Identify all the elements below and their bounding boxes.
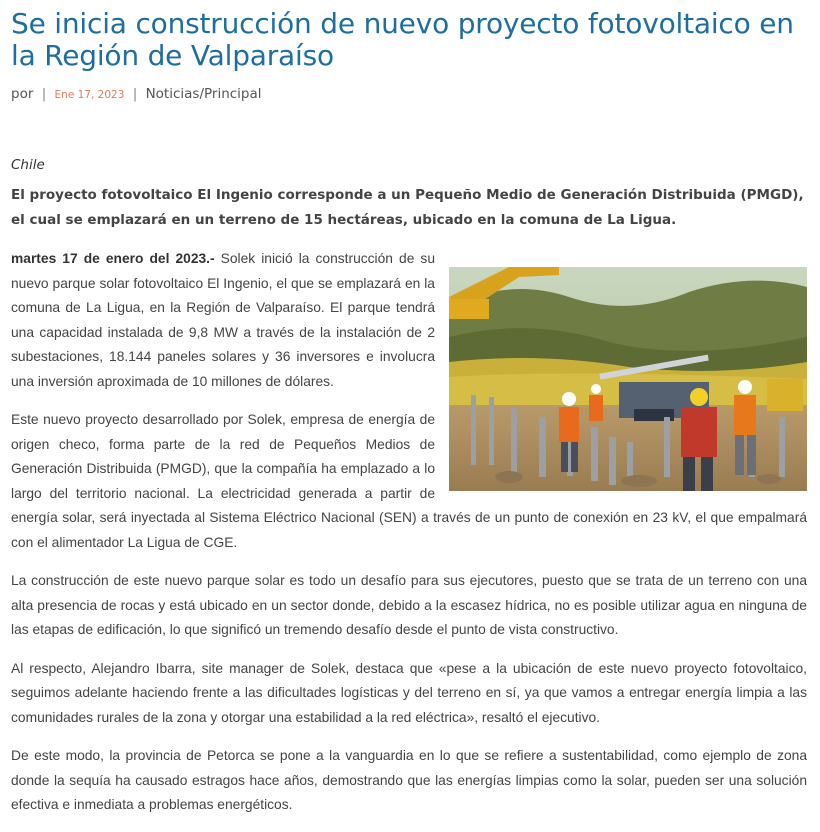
paragraph: La construcción de este nuevo parque solar es todo un desafío para sus ejecutores, puesto que se trata de un terreno con una alta presencia de rocas y está ubicado en un sector donde, debido a la escasez hídrica, no es posible utilizar agua en ninguna de las etapas de edificación, lo que significó un tremendo desafío desde el punto de vista constructivo.	[11, 573, 807, 637]
paragraph: De este modo, la provincia de Petorca se pone a la vanguardia en lo que se refiere a sustentabilidad, como ejemplo de zona donde la sequía ha causado estragos hace años, demostrando que las energías limpias como la solar, pueden ser una solución efectiva e inmediata a problemas energéticos.	[11, 748, 807, 812]
meta-separator: |	[41, 86, 47, 102]
article-title: Se inicia construcción de nuevo proyecto fotovoltaico en la Región de Valparaíso	[11, 7, 794, 72]
author-label: por	[11, 86, 34, 102]
post-meta	[11, 84, 807, 105]
post-date: Ene 17, 2023	[54, 89, 125, 101]
category-link[interactable]: Noticias/Principal	[145, 86, 262, 102]
article	[11, 8, 807, 832]
meta-separator: |	[132, 86, 138, 102]
article-body	[11, 247, 807, 818]
paragraph: Este nuevo proyecto desarrollado por Solek, empresa de energía de origen checo, forma parte de la red de Pequeños Medios de Generación Distribuida (PMGD), que la compañía ha emplazado a lo largo del territorio nacional. La electricidad generada a partir de energía solar, será inyectada al Sistema Eléctrico Nacional (SEN) a través de un punto de conexión en 23 kV, el que empalmará con el alimentador La Ligua de CGE.	[11, 412, 807, 550]
paragraph: Al respecto, Alejandro Ibarra, site manager de Solek, destaca que «pese a la ubicación de este nuevo proyecto fotovoltaico, seguimos adelante haciendo frente a las dificultades logísticas y del terreno en sí, ya que vamos a entregar energía limpia a las comunidades rurales de la zona y otorgar una estabilidad a la red eléctrica», resaltó el ejecutivo.	[11, 660, 807, 725]
dateline: martes 17 de enero del 2023.-	[11, 251, 215, 266]
article-lead: El proyecto fotovoltaico El Ingenio corresponde a un Pequeño Medio de Generación Distribuida (PMGD), el cual se emplazará en un terreno de 15 hectáreas, ubicado en la comuna de La Ligua.	[11, 187, 804, 228]
paragraph: martes 17 de enero del 2023.- Solek inició la construcción de su nuevo parque solar fotovoltaico El Ingenio, el que se emplazará en la comuna de La Ligua, en la Región de Valparaíso. El parque tendrá una capacidad instalada de 9,8 MW a través de la instalación de 2 subestaciones, 18.144 paneles solares y 36 inversores e involucra una inversión aproximada de 10 millones de dólares.	[11, 251, 436, 389]
solar-construction-photo	[449, 267, 807, 491]
country-label: Chile	[11, 157, 45, 173]
